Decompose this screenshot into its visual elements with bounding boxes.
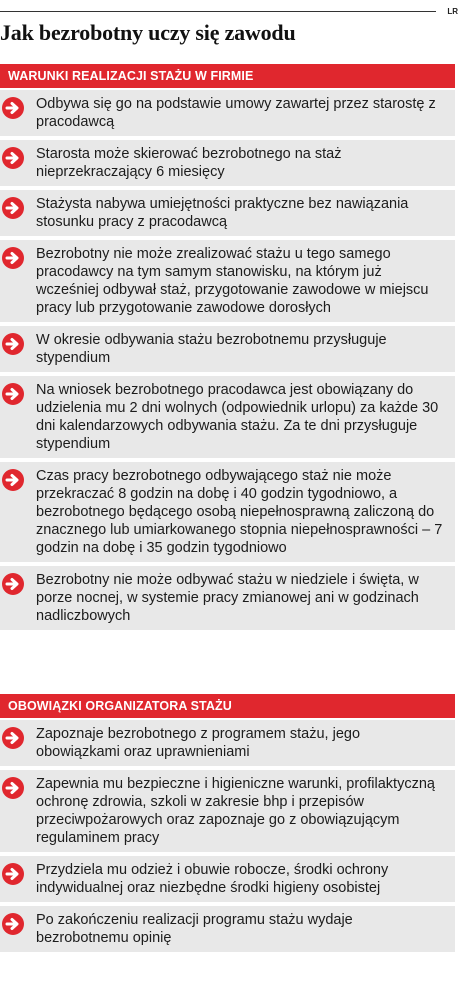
list-item-text: Starosta może skierować bezrobotnego na staż nieprzekraczający 6 miesięcy — [36, 146, 342, 180]
list-item — [0, 770, 455, 852]
list-item-text: Po zakończeniu realizacji programu stażu wydaje bezrobotnemu opinię — [36, 912, 353, 946]
top-rule — [0, 11, 436, 12]
arrow-right-circle-icon — [2, 147, 24, 169]
list-item — [0, 326, 455, 372]
duties-list — [0, 720, 455, 956]
list-item — [0, 140, 455, 186]
list-item-text: Przydziela mu odzież i obuwie robocze, środki ochrony indywidualnej oraz niezbędne środki higieny osobistej — [36, 862, 389, 896]
list-item — [0, 462, 455, 562]
arrow-right-circle-icon — [2, 777, 24, 799]
list-item — [0, 190, 455, 236]
list-item-text: Zapoznaje bezrobotnego z programem stażu, jego obowiązkami oraz uprawnieniami — [36, 726, 361, 760]
page-title: Jak bezrobotny uczy się zawodu — [0, 20, 296, 45]
arrow-right-circle-icon — [2, 863, 24, 885]
list-item-text: Bezrobotny nie może odbywać stażu w niedziele i święta, w porze nocnej, w systemie pracy zmianowej ani w godzinach nadliczbowych — [36, 572, 419, 624]
list-item-text: Czas pracy bezrobotnego odbywającego staż nie może przekraczać 8 godzin na dobę i 40 godzin tygodniowo, a bezrobotnego będącego osobą niepełnosprawną zaliczoną do znacznego lub umiarkowanego stopnia niepełnosprawności – 7 godzin na dobę i 35 godzin tygodniowo — [36, 468, 443, 556]
list-item-text: Zapewnia mu bezpieczne i higieniczne warunki, profilaktyczną ochronę zdrowia, szkoli w zakresie bhp i przepisów przeciwpożarowych oraz zapoznaje go z obowiązującym regulaminem pracy — [36, 776, 435, 846]
section-heading-duties: OBOWIĄZKI ORGANIZATORA STAŻU — [0, 694, 455, 718]
list-item — [0, 240, 455, 322]
list-item — [0, 856, 455, 902]
list-item — [0, 566, 455, 630]
arrow-right-circle-icon — [2, 727, 24, 749]
list-item — [0, 720, 455, 766]
corner-mark: LR — [447, 7, 458, 16]
conditions-list — [0, 90, 455, 634]
list-item-text: Bezrobotny nie może zrealizować stażu u tego samego pracodawcy na tym samym stanowisku, na którym już wcześniej odbywał staż, przygotowanie zawodowe w miejscu pracy lub przygotowanie zawodowe dorosłych — [36, 246, 429, 316]
list-item-text: Odbywa się go na podstawie umowy zawartej przez starostę z pracodawcą — [36, 96, 436, 130]
arrow-right-circle-icon — [2, 573, 24, 595]
section-heading-conditions: WARUNKI REALIZACJI STAŻU W FIRMIE — [0, 64, 455, 88]
arrow-right-circle-icon — [2, 913, 24, 935]
list-item — [0, 376, 455, 458]
arrow-right-circle-icon — [2, 383, 24, 405]
arrow-right-circle-icon — [2, 97, 24, 119]
arrow-right-circle-icon — [2, 247, 24, 269]
list-item-text: Na wniosek bezrobotnego pracodawca jest obowiązany do udzielenia mu 2 dni wolnych (odpowiednik urlopu) za każde 30 dni kalendarzowych odbywania stażu. Za te dni przysługuje stypendium — [36, 382, 439, 452]
list-item — [0, 90, 455, 136]
arrow-right-circle-icon — [2, 333, 24, 355]
list-item — [0, 906, 455, 952]
arrow-right-circle-icon — [2, 197, 24, 219]
arrow-right-circle-icon — [2, 469, 24, 491]
list-item-text: Stażysta nabywa umiejętności praktyczne bez nawiązania stosunku pracy z pracodawcą — [36, 196, 409, 230]
list-item-text: W okresie odbywania stażu bezrobotnemu przysługuje stypendium — [36, 332, 387, 366]
